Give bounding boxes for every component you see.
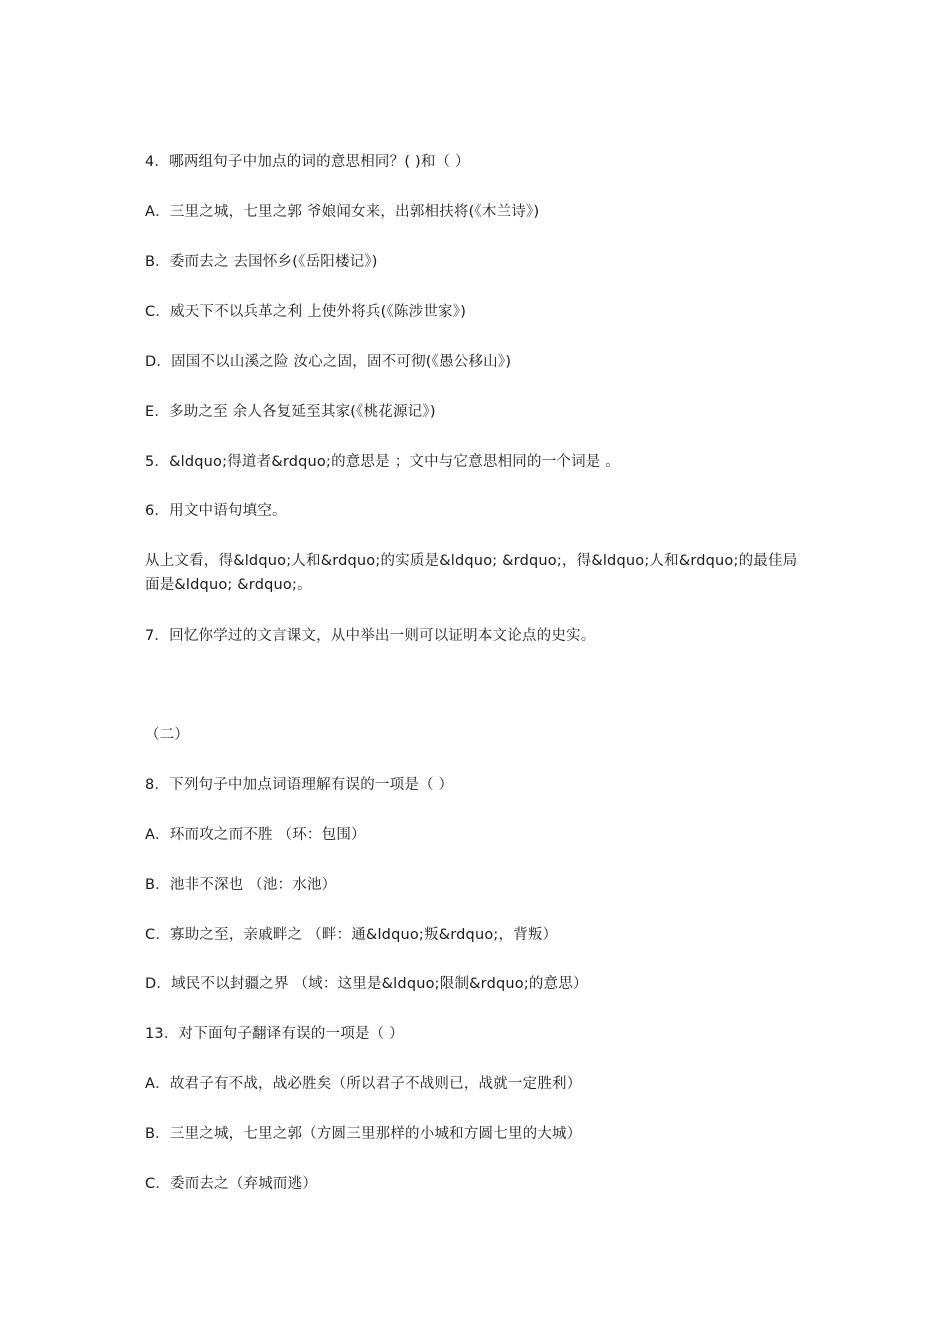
- question-13-option-a: A．故君子有不战，战必胜矣（所以君子不战则已，战就一定胜利）: [145, 1076, 582, 1092]
- question-7: 7．回忆你学过的文言课文，从中举出一则可以证明本文论点的史实。: [145, 628, 596, 644]
- question-8: 8．下列句子中加点词语理解有误的一项是（ ）: [145, 777, 454, 793]
- question-5: 5．&ldquo;得道者&rdquo;的意思是 ；文中与它意思相同的一个词是 。: [145, 454, 620, 470]
- question-8-option-c: C．寡助之至，亲戚畔之 （畔：通&ldquo;叛&rdquo;，背叛）: [145, 927, 558, 943]
- question-8-option-b: B．池非不深也 （池：水池）: [145, 877, 337, 893]
- question-8-option-a: A．环而攻之而不胜 （环：包围）: [145, 827, 366, 843]
- question-13-option-b: B．三里之城，七里之郭（方圆三里那样的小城和方圆七里的大城）: [145, 1126, 582, 1142]
- question-4-option-c: C．威天下不以兵革之利 上使外将兵(《陈涉世家》): [145, 304, 467, 320]
- section-heading: （二）: [145, 727, 190, 743]
- question-4-option-a: A．三里之城，七里之郭 爷娘闻女来，出郭相扶将(《木兰诗》): [145, 204, 540, 220]
- question-4-option-e: E．多助之至 余人各复延至其家(《桃花源记》): [145, 404, 436, 420]
- question-4: 4．哪两组句子中加点的词的意思相同？( )和（ ）: [145, 154, 470, 170]
- question-6: 6．用文中语句填空。: [145, 503, 287, 519]
- question-4-option-d: D．固国不以山溪之险 汝心之固，固不可彻(《愚公移山》): [145, 354, 512, 370]
- question-8-option-d: D．域民不以封疆之界 （域：这里是&ldquo;限制&rdquo;的意思）: [145, 976, 588, 992]
- question-6-body: 从上文看，得&ldquo;人和&rdquo;的实质是&ldquo; &rdquo;，得&ldquo;人和&rdquo;的最佳局面是&ldquo; &rdquo;。: [145, 553, 798, 593]
- question-4-option-b: B．委而去之 去国怀乡(《岳阳楼记》): [145, 254, 378, 270]
- question-13: 13．对下面句子翻译有误的一项是（ ）: [145, 1026, 404, 1042]
- question-13-option-c: C．委而去之（弃城而逃）: [145, 1176, 318, 1192]
